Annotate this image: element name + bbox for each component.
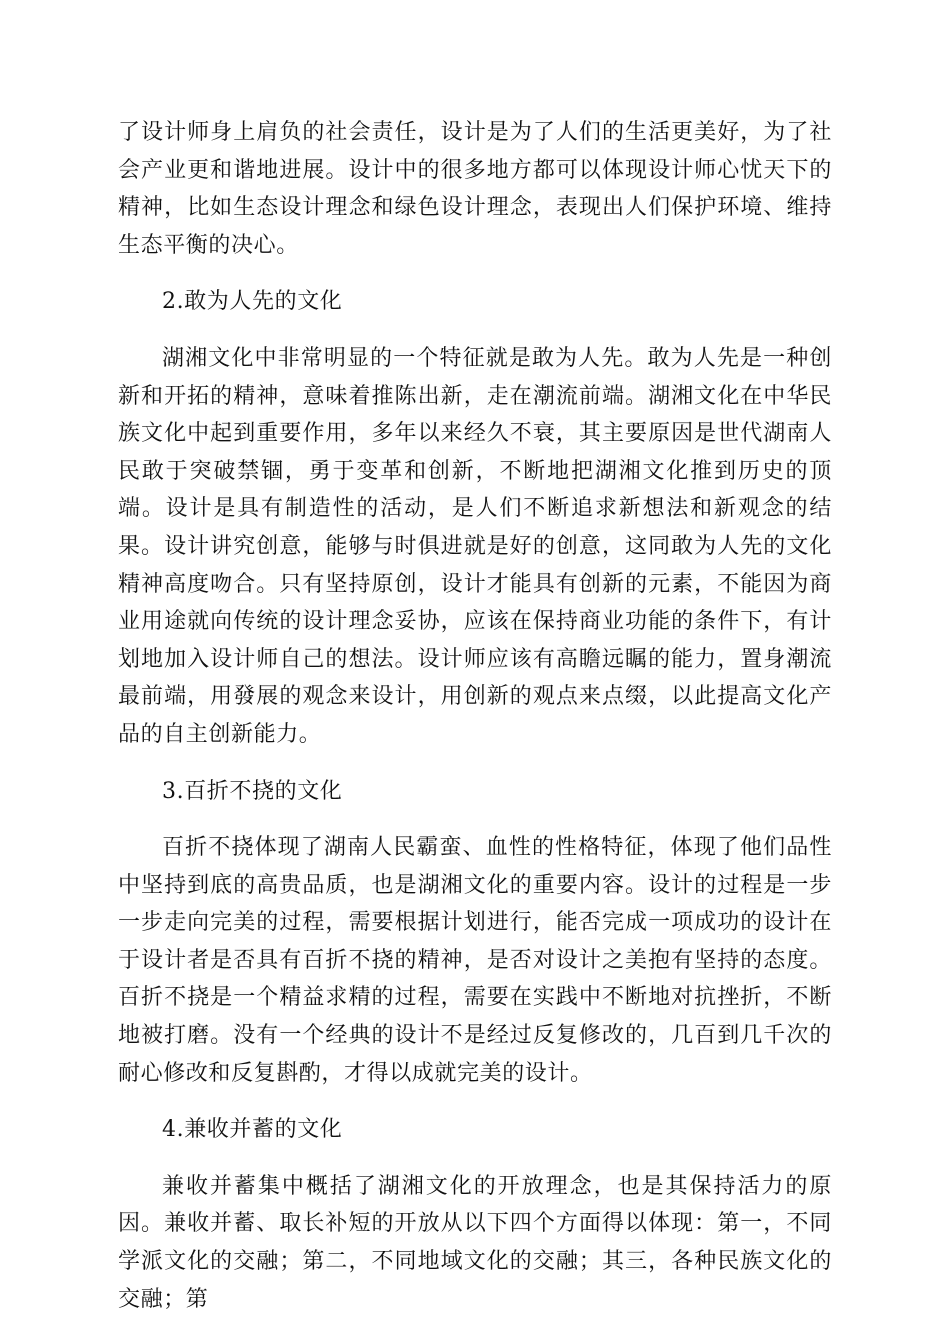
paragraph-section-3: 百折不挠体现了湖南人民霸蛮、血性的性格特征，体现了他们品性中坚持到底的高贵品质，也是湖湘文化的重要内容。设计的过程是一步一步走向完美的过程，需要根据计划进行，能否完成一项成功的设计在于设计者是否具有百折不挠的精神，是否对设计之美抱有坚持的态度。百折不挠是一个精益求精的过程，需要在实践中不断地对抗挫折，不断地被打磨。没有一个经典的设计不是经过反复修改的，几百到几千次的耐心修改和反复斟酌，才得以成就完美的设计。 (118, 835, 832, 1086)
paragraph-continued: 了设计师身上肩负的社会责任，设计是为了人们的生活更美好，为了社会产业更和谐地进展。设计中的很多地方都可以体现设计师心忧天下的精神，比如生态设计理念和绿色设计理念，表现出人们保护环境、维持生态平衡的决心。 (118, 120, 832, 258)
section-heading-4: 4.兼收并蓄的文化 (162, 1117, 343, 1143)
section-heading-2: 2.敢为人先的文化 (162, 289, 343, 315)
paragraph-section-2: 湖湘文化中非常明显的一个特征就是敢为人先。敢为人先是一种创新和开拓的精神，意味着推陈出新，走在潮流前端。湖湘文化在中华民族文化中起到重要作用，多年以来经久不衰，其主要原因是世代湖南人民敢于突破禁锢，勇于变革和创新，不断地把湖湘文化推到历史的顶端。设计是具有制造性的活动，是人们不断追求新想法和新观念的结果。设计讲究创意，能够与时俱进就是好的创意，这同敢为人先的文化精神高度吻合。只有坚持原创，设计才能具有创新的元素，不能因为商业用途就向传统的设计理念妥协，应该在保持商业功能的条件下，有计划地加入设计师自己的想法。设计师应该有高瞻远瞩的能力，置身潮流最前端，用發展的观念来设计，用创新的观点来点缀，以此提高文化产品的自主创新能力。 (118, 345, 832, 747)
section-heading-3: 3.百折不挠的文化 (162, 778, 343, 804)
document-body (118, 114, 832, 1337)
paragraph-section-4: 兼收并蓄集中概括了湖湘文化的开放理念，也是其保持活力的原因。兼收并蓄、取长补短的开放从以下四个方面得以体现：第一，不同学派文化的交融；第二，不同地域文化的交融；其三，各种民族文化的交融；第 (118, 1173, 832, 1312)
